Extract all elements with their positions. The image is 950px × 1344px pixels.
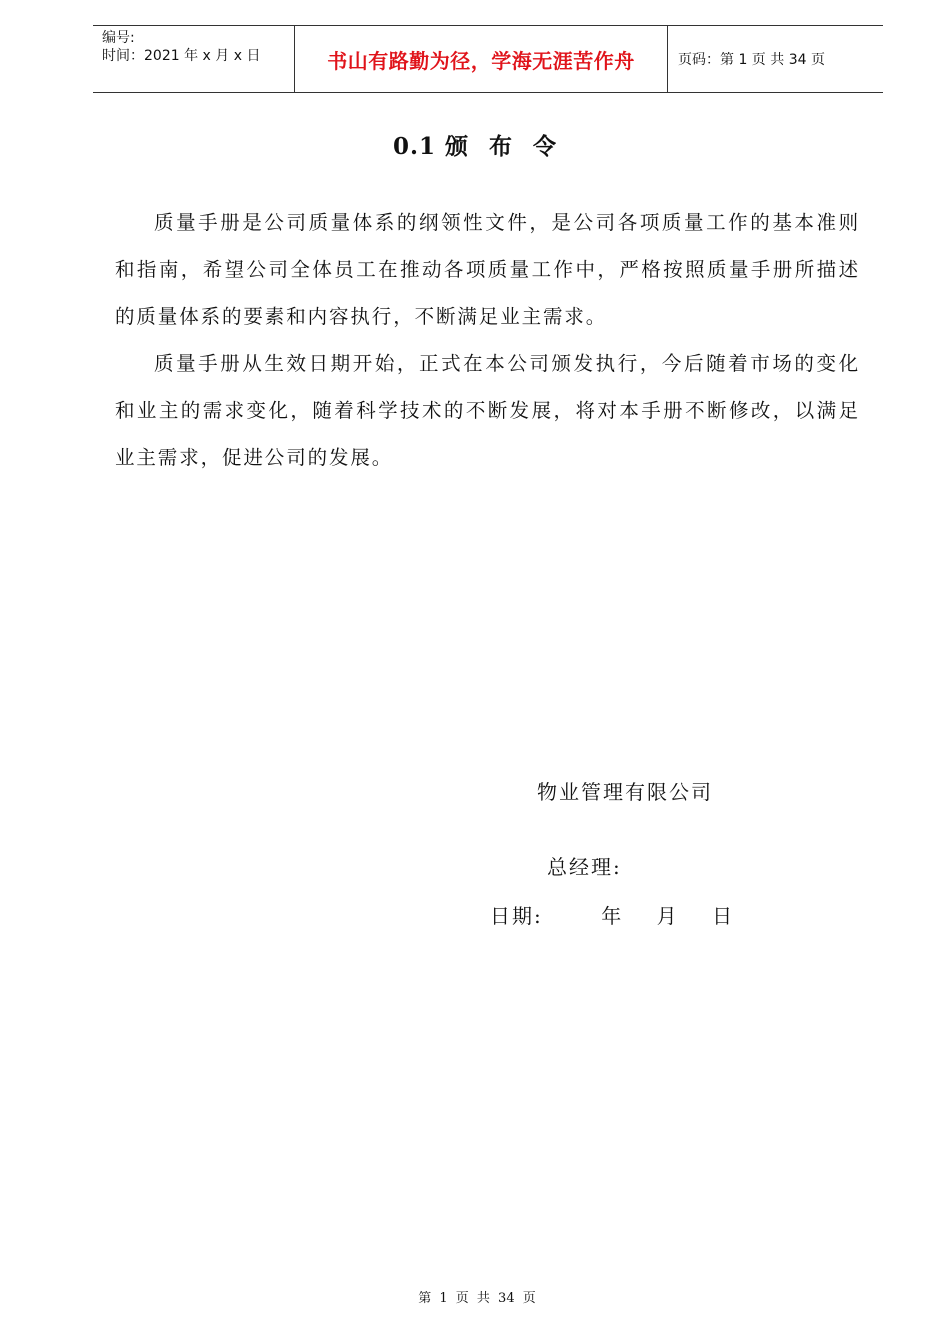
serial-label: 编号: <box>102 30 135 46</box>
time-line: 时间：2021 年 x 月 x 日 <box>102 48 261 64</box>
paragraph: 质量手册是公司质量体系的纲领性文件，是公司各项质量工作的基本准则和指南，希望公司全体员工在推动各项质量工作中，严格按照质量手册所描述的质量体系的要素和内容执行，不断满足业主需求。 <box>115 211 860 328</box>
header-page-cell <box>668 26 883 92</box>
page-info: 页码：第 1 页 共 34 页 <box>678 52 825 68</box>
motto-text: 书山有路勤为径，学海无涯苦作舟 <box>327 48 635 73</box>
title-number: 0.1 <box>392 133 436 160</box>
title-char: 颁 <box>445 133 470 160</box>
page-footer: 第 1 页 共 34 页 <box>418 1291 536 1306</box>
company-name: 物业管理有限公司 <box>537 780 713 804</box>
date-line: 日期: 年 月 日 <box>490 904 735 928</box>
title-char: 令 <box>533 133 558 160</box>
page-title <box>0 128 950 161</box>
page-header <box>93 25 883 93</box>
general-manager-label: 总经理: <box>547 855 622 879</box>
paragraph: 质量手册从生效日期开始，正式在本公司颁发执行，今后随着市场的变化和业主的需求变化，随着科学技术的不断发展，将对本手册不断修改，以满足业主需求，促进公司的发展。 <box>115 352 860 469</box>
title-char: 布 <box>489 133 514 160</box>
body-text <box>115 199 860 481</box>
header-meta-cell <box>93 26 295 92</box>
header-motto-cell <box>295 26 668 92</box>
